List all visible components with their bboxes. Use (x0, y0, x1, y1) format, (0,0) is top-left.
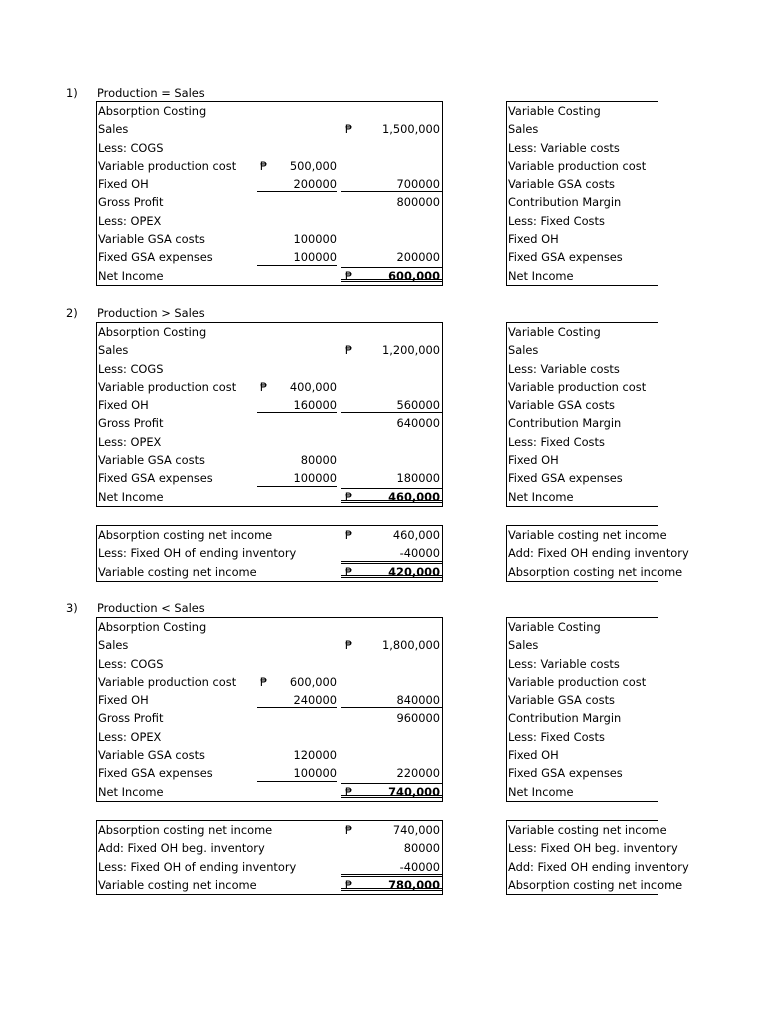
row-label: Less: Variable costs (508, 140, 620, 155)
variable-costing-table (506, 101, 658, 286)
row-label: Absorption costing net income (508, 877, 683, 892)
row-label: Variable GSA costs (98, 748, 205, 763)
row-label: Sales (98, 122, 129, 137)
table-heading: Absorption Costing (98, 325, 207, 339)
table-heading: Variable Costing (508, 620, 601, 634)
row-label: Variable GSA costs (98, 232, 205, 247)
row-label: Sales (508, 122, 539, 137)
row-label: Net Income (98, 784, 164, 799)
row-label: Less: COGS (98, 140, 164, 155)
row-label: Less: Fixed Costs (508, 729, 605, 744)
row-label: Variable production cost (508, 674, 647, 689)
row-label: Gross Profit (98, 416, 164, 431)
peso-sign: ₱ (345, 489, 353, 504)
net-income-amount: 740,000 (341, 783, 443, 798)
section-number: 2) (66, 306, 78, 320)
reconciliation-table (96, 820, 443, 895)
variable-costing-table (506, 617, 658, 802)
row-label: Less: OPEX (98, 434, 162, 449)
table-heading: Variable Costing (508, 104, 601, 118)
amount-total: 200000 (396, 250, 440, 265)
row-label: Absorption costing net income (98, 528, 273, 542)
reconciliation-table (96, 525, 443, 582)
reconciliation-table-right (506, 820, 689, 895)
amount-total: 700000 (341, 175, 443, 192)
amount-total: 220000 (396, 766, 440, 781)
row-label: Less: OPEX (98, 213, 162, 228)
row-label: Less: Fixed Costs (508, 213, 605, 228)
amount-total: -40000 (341, 544, 443, 561)
row-label: Fixed OH (508, 232, 559, 247)
row-label: Net Income (98, 489, 164, 504)
row-label: Net Income (508, 784, 574, 799)
absorption-costing-table (96, 101, 443, 286)
reconciliation-table-right (506, 525, 689, 582)
row-label: Fixed GSA expenses (98, 250, 213, 265)
row-label: Add: Fixed OH ending inventory (508, 546, 689, 561)
row-label: Less: OPEX (98, 729, 162, 744)
row-label: Net Income (508, 489, 574, 504)
amount-total: 1,200,000 (382, 343, 440, 358)
row-label: Less: Variable costs (508, 361, 620, 376)
row-label: Variable GSA costs (508, 177, 615, 192)
amount: 100000 (257, 764, 337, 781)
peso-sign: ₱ (345, 823, 353, 837)
row-label: Net Income (508, 268, 574, 283)
peso-sign: ₱ (345, 564, 353, 579)
row-label: Less: COGS (98, 361, 164, 376)
row-label: Absorption costing net income (508, 564, 683, 579)
net-income-amount: 600,000 (341, 267, 443, 282)
row-label: Fixed OH (98, 398, 149, 413)
amount-total: 740,000 (392, 823, 440, 837)
row-label: Variable production cost (98, 158, 237, 173)
table-heading: Absorption Costing (98, 620, 207, 634)
peso-sign: ₱ (345, 638, 353, 653)
row-label: Variable GSA costs (98, 453, 205, 468)
row-label: Absorption costing net income (98, 823, 273, 837)
amount-total: 840000 (341, 691, 443, 708)
row-label: Less: Fixed Costs (508, 434, 605, 449)
amount-total: 1,500,000 (382, 122, 440, 137)
row-label: Fixed OH (508, 453, 559, 468)
amount-total: 180000 (396, 471, 440, 486)
row-label: Variable production cost (508, 379, 647, 394)
amount: 600,000 (289, 674, 337, 689)
row-label: Variable GSA costs (508, 398, 615, 413)
row-label: Variable costing net income (508, 528, 667, 542)
row-label: Variable production cost (98, 674, 237, 689)
peso-sign: ₱ (345, 877, 353, 892)
row-label: Less: Fixed OH of ending inventory (98, 859, 297, 874)
row-label: Add: Fixed OH ending inventory (508, 859, 689, 874)
section-number: 3) (66, 601, 78, 615)
peso-sign: ₱ (260, 158, 268, 173)
row-label: Variable costing net income (98, 877, 257, 892)
row-label: Fixed GSA expenses (508, 471, 623, 486)
variable-net-income-amount: 780,000 (341, 876, 443, 891)
row-label: Fixed GSA expenses (508, 250, 623, 265)
row-label: Fixed OH (98, 693, 149, 708)
amount: 160000 (257, 396, 337, 413)
amount-total: 560000 (341, 396, 443, 413)
section-title: Production = Sales (97, 86, 205, 100)
absorption-costing-table (96, 322, 443, 507)
row-label: Contribution Margin (508, 416, 622, 431)
amount-total: 960000 (396, 711, 440, 726)
net-income-amount: 460,000 (341, 488, 443, 503)
row-label: Less: Variable costs (508, 656, 620, 671)
amount-total: 1,800,000 (382, 638, 440, 653)
row-label: Less: Fixed OH beg. inventory (508, 841, 678, 856)
row-label: Variable production cost (508, 158, 647, 173)
row-label: Fixed GSA expenses (98, 471, 213, 486)
amount: 100000 (293, 232, 337, 247)
section-title: Production < Sales (97, 601, 205, 615)
variable-net-income-amount: 420,000 (341, 563, 443, 578)
row-label: Contribution Margin (508, 195, 622, 210)
row-label: Variable costing net income (508, 823, 667, 837)
row-label: Sales (508, 343, 539, 358)
peso-sign: ₱ (345, 784, 353, 799)
row-label: Less: COGS (98, 656, 164, 671)
row-label: Add: Fixed OH beg. inventory (98, 841, 265, 856)
peso-sign: ₱ (345, 268, 353, 283)
row-label: Fixed OH (98, 177, 149, 192)
peso-sign: ₱ (345, 343, 353, 358)
peso-sign: ₱ (345, 122, 353, 137)
amount-total: 800000 (396, 195, 440, 210)
amount: 120000 (293, 748, 337, 763)
peso-sign: ₱ (345, 528, 353, 542)
amount: 400,000 (289, 379, 337, 394)
row-label: Fixed GSA expenses (98, 766, 213, 781)
row-label: Variable GSA costs (508, 693, 615, 708)
amount: 500,000 (289, 158, 337, 173)
row-label: Fixed GSA expenses (508, 766, 623, 781)
row-label: Gross Profit (98, 195, 164, 210)
amount: 100000 (257, 469, 337, 486)
amount-total: 640000 (396, 416, 440, 431)
peso-sign: ₱ (260, 379, 268, 394)
row-label: Gross Profit (98, 711, 164, 726)
row-label: Sales (508, 638, 539, 653)
table-heading: Absorption Costing (98, 104, 207, 118)
amount: 80000 (300, 453, 337, 468)
row-label: Variable production cost (98, 379, 237, 394)
absorption-costing-table (96, 617, 443, 802)
section-number: 1) (66, 86, 78, 100)
amount: 200000 (257, 175, 337, 192)
amount-total: 80000 (403, 841, 440, 856)
amount-total: 460,000 (392, 528, 440, 542)
row-label: Variable costing net income (98, 564, 257, 579)
variable-costing-table (506, 322, 658, 507)
peso-sign: ₱ (260, 674, 268, 689)
row-label: Net Income (98, 268, 164, 283)
amount: 100000 (257, 248, 337, 265)
row-label: Fixed OH (508, 748, 559, 763)
amount-total: -40000 (341, 858, 443, 875)
row-label: Contribution Margin (508, 711, 622, 726)
row-label: Sales (98, 343, 129, 358)
section-title: Production > Sales (97, 306, 205, 320)
row-label: Sales (98, 638, 129, 653)
row-label: Less: Fixed OH of ending inventory (98, 546, 297, 561)
amount: 240000 (257, 691, 337, 708)
table-heading: Variable Costing (508, 325, 601, 339)
